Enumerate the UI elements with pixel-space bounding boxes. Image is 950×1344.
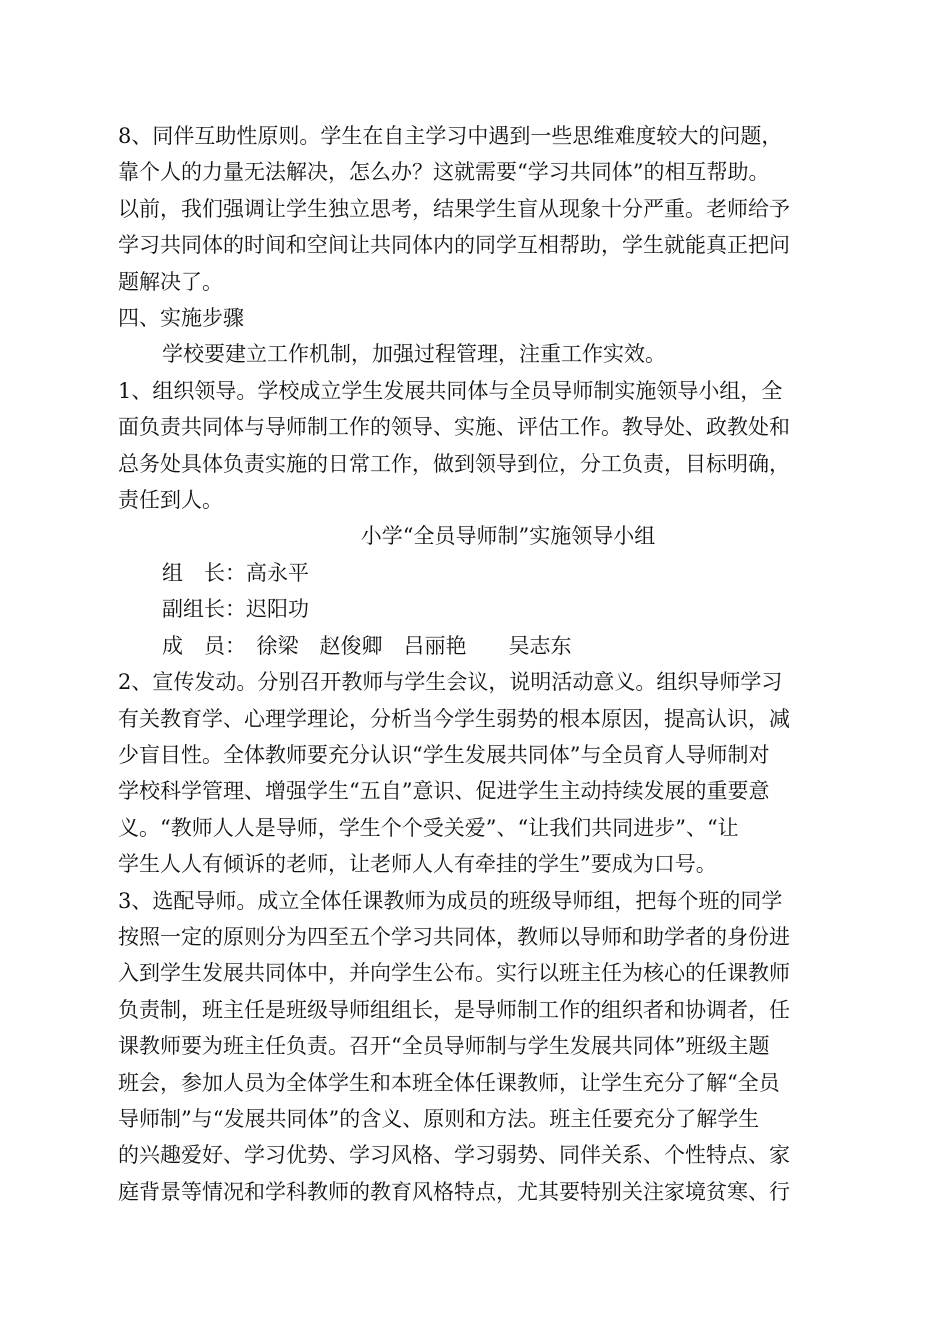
paragraph-line: 8、同伴互助性原则。学生在自主学习中遇到一些思维难度较大的问题， [118,124,783,148]
paragraph-line: 学校要建立工作机制，加强过程管理，注重工作实效。 [162,342,666,367]
paragraph-line: 题解决了。 [118,269,223,294]
group-leader-line: 组 长：高永平 [162,560,309,585]
paragraph-line: 学习共同体的时间和空间让共同体内的同学互相帮助，学生就能真正把问 [118,233,790,258]
document-page [118,118,838,1210]
paragraph-line: 班会，参加人员为全体学生和本班全体任课教师，让学生充分了解“全员 [118,1070,780,1095]
paragraph-line: 有关教育学、心理学理论，分析当今学生弱势的根本原因，提高认识，减 [118,706,790,731]
paragraph-line: 按照一定的原则分为四至五个学习共同体，教师以导师和助学者的身份进 [118,924,790,949]
paragraph-line: 课教师要为班主任负责。召开“全员导师制与学生发展共同体”班级主题 [118,1034,770,1059]
paragraph-line: 责任到人。 [118,488,223,513]
paragraph-line: 面负责共同体与导师制工作的领导、实施、评估工作。教导处、政教处和 [118,415,790,440]
paragraph-line: 庭背景等情况和学科教师的教育风格特点，尤其要特别关注家境贫寒、行 [118,1179,790,1204]
paragraph-line: 1、组织领导。学校成立学生发展共同体与全员导师制实施领导小组，全 [118,378,783,403]
paragraph-line: 义。“教师人人是导师，学生个个受关爱”、“让我们共同进步”、“让 [118,815,739,840]
paragraph-line: 以前，我们强调让学生独立思考，结果学生盲从现象十分严重。老师给予 [118,196,790,221]
paragraph-line: 导师制”与“发展共同体”的含义、原则和方法。班主任要充分了解学生 [118,1106,760,1131]
group-deputy-line: 副组长：迟阳功 [162,597,309,622]
paragraph-line: 少盲目性。全体教师要充分认识“学生发展共同体”与全员育人导师制对 [118,742,770,767]
paragraph-line: 总务处具体负责实施的日常工作，做到领导到位，分工负责，目标明确， [118,451,790,476]
paragraph-line: 靠个人的力量无法解决，怎么办？这就需要“学习共同体”的相互帮助。 [118,160,770,185]
paragraph-line: 入到学生发展共同体中，并向学生公布。实行以班主任为核心的任课教师 [118,961,790,986]
paragraph-line: 2、宣传发动。分别召开教师与学生会议，说明活动意义。组织导师学习 [118,670,783,695]
group-members-line: 成 员： 徐梁 赵俊卿 吕丽艳 吴志东 [162,633,572,658]
paragraph-line: 的兴趣爱好、学习优势、学习风格、学习弱势、同伴关系、个性特点、家 [118,1143,790,1168]
paragraph-line: 负责制，班主任是班级导师组组长，是导师制工作的组织者和协调者，任 [118,997,790,1022]
paragraph-line: 3、选配导师。成立全体任课教师为成员的班级导师组，把每个班的同学 [118,888,783,913]
paragraph-line: 学生人人有倾诉的老师，让老师人人有牵挂的学生”要成为口号。 [118,852,717,877]
group-title: 小学“全员导师制”实施领导小组 [360,524,656,549]
paragraph-line: 学校科学管理、增强学生“五自”意识、促进学生主动持续发展的重要意 [118,779,770,804]
section-heading: 四、实施步骤 [118,306,244,331]
